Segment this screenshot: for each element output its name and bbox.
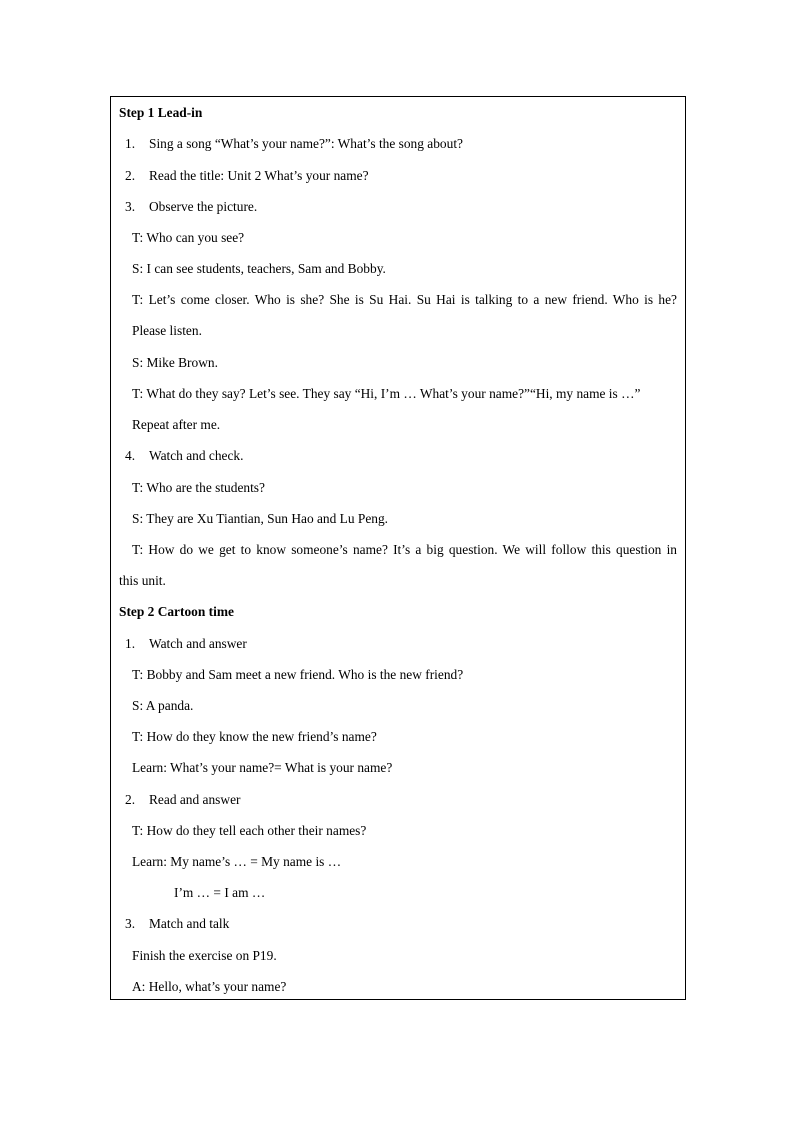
dialogue-line: Please listen.	[132, 323, 202, 338]
list-item: 2. Read and answer	[125, 792, 241, 807]
dialogue-line: T: Who can you see?	[132, 230, 245, 245]
learn-line: I’m … = I am …	[174, 885, 266, 900]
dialogue-line: T: How do they tell each other their names?	[132, 823, 367, 838]
dialogue-line: Repeat after me.	[132, 417, 221, 432]
list-item: 3. Match and talk	[125, 916, 230, 931]
dialogue-line: A: Hello, what’s your name?	[132, 979, 287, 994]
instruction-line: Finish the exercise on P19.	[132, 948, 277, 963]
lesson-plan-box	[110, 96, 686, 1000]
dialogue-line: S: I can see students, teachers, Sam and Bobby.	[132, 261, 386, 276]
dialogue-line: T: How do they know the new friend’s name?	[132, 729, 377, 744]
learn-line: Learn: What’s your name?= What is your name?	[132, 760, 393, 775]
dialogue-line: S: They are Xu Tiantian, Sun Hao and Lu Peng.	[132, 511, 389, 526]
dialogue-line: T: How do we get to know someone’s name? It’s a big question. We will follow this question in	[132, 542, 677, 557]
dialogue-line: T: Let’s come closer. Who is she? She is Su Hai. Su Hai is talking to a new friend. Who is he?	[132, 292, 677, 307]
dialogue-line: S: Mike Brown.	[132, 355, 218, 370]
step1-heading: Step 1 Lead-in	[119, 105, 203, 120]
list-item: 1. Sing a song “What’s your name?”: What’s the song about?	[125, 136, 463, 151]
dialogue-line: T: Who are the students?	[132, 480, 265, 495]
dialogue-line: S: A panda.	[132, 698, 194, 713]
step2-heading: Step 2 Cartoon time	[119, 604, 234, 619]
dialogue-line: T: What do they say? Let’s see. They say “Hi, I’m … What’s your name?”“Hi, my name is …”	[132, 386, 641, 401]
list-item: 3. Observe the picture.	[125, 199, 258, 214]
dialogue-line: this unit.	[119, 573, 166, 588]
learn-line: Learn: My name’s … = My name is …	[132, 854, 342, 869]
list-item: 4. Watch and check.	[125, 448, 244, 463]
dialogue-line: T: Bobby and Sam meet a new friend. Who is the new friend?	[132, 667, 464, 682]
list-item: 2. Read the title: Unit 2 What’s your name?	[125, 168, 369, 183]
list-item: 1. Watch and answer	[125, 636, 247, 651]
